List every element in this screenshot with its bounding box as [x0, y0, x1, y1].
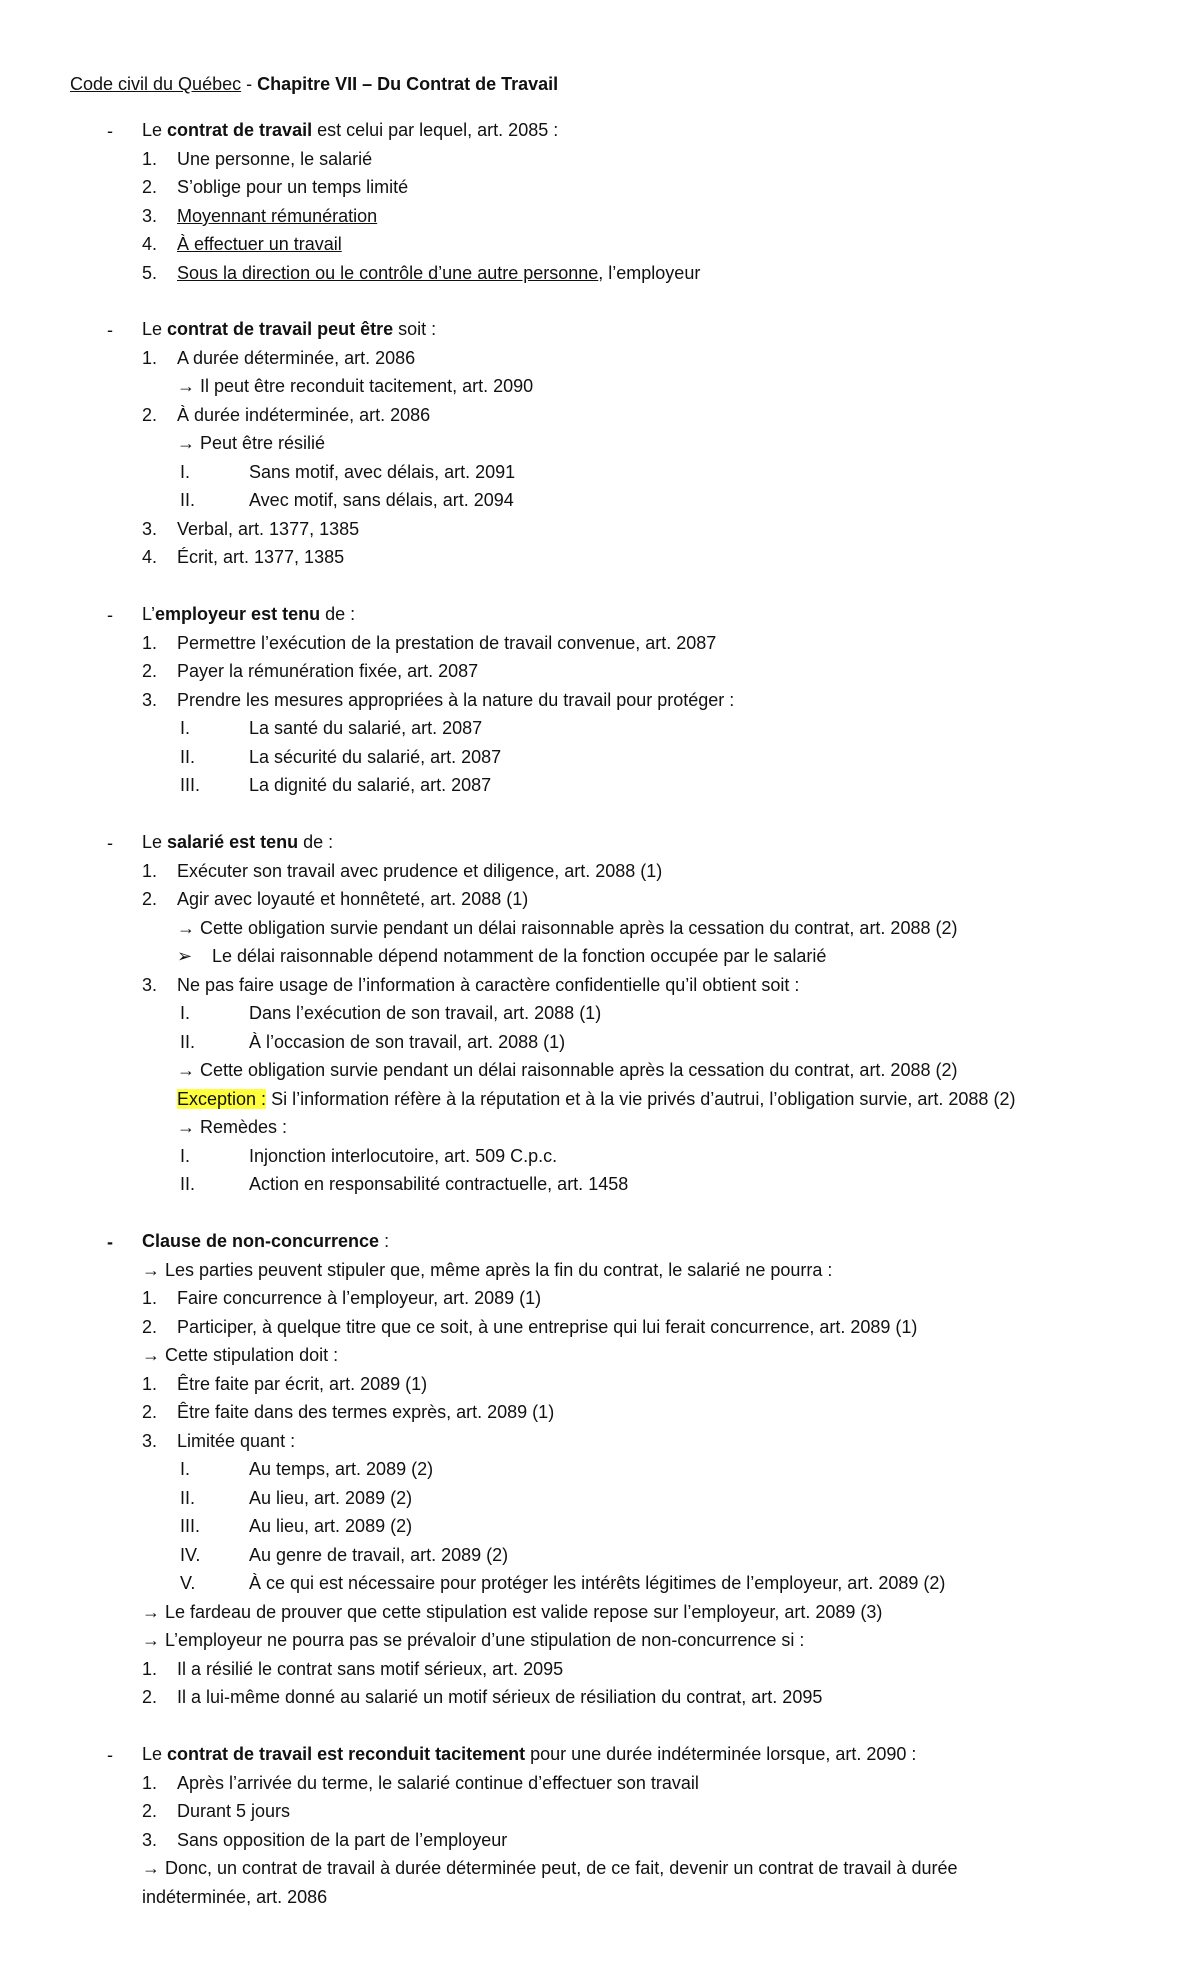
list-number: 2.: [142, 889, 158, 909]
roman-number: V.: [180, 1573, 196, 1593]
roman-number: III.: [180, 1516, 201, 1536]
list-item: La dignité du salarié, art. 2087: [249, 775, 492, 795]
section-6-intro: Le contrat de travail est reconduit tacitement pour une durée indéterminée lorsque, art. 2090 :: [142, 1744, 917, 1764]
list-number: 2.: [142, 1801, 158, 1821]
list-number: 3.: [142, 1431, 158, 1451]
list-number: 3.: [142, 1830, 158, 1850]
bullet-dash: -: [107, 605, 113, 625]
roman-number: III.: [180, 775, 201, 795]
section-1-intro: Le contrat de travail est celui par lequel, art. 2085 :: [142, 120, 559, 140]
arrow-note: → Remèdes :: [177, 1117, 288, 1137]
list-item: Payer la rémunération fixée, art. 2087: [177, 661, 479, 681]
list-number: 1.: [142, 1288, 158, 1308]
list-item: Au genre de travail, art. 2089 (2): [249, 1545, 509, 1565]
list-number: 2.: [142, 661, 158, 681]
roman-number: I.: [180, 1146, 191, 1166]
list-item: Avec motif, sans délais, art. 2094: [249, 490, 514, 510]
arrow-icon: →: [177, 376, 195, 396]
roman-number: II.: [180, 747, 196, 767]
roman-number: II.: [180, 1032, 196, 1052]
list-item: Permettre l’exécution de la prestation de travail convenue, art. 2087: [177, 633, 717, 653]
bullet-dash: -: [107, 320, 113, 340]
list-number: 3.: [142, 206, 158, 226]
list-item: La sécurité du salarié, art. 2087: [249, 747, 502, 767]
list-number: 2.: [142, 1317, 158, 1337]
list-number: 3.: [142, 975, 158, 995]
list-number: 1.: [142, 1659, 158, 1679]
list-number: 1.: [142, 1374, 158, 1394]
list-number: 1.: [142, 348, 158, 368]
roman-number: II.: [180, 490, 196, 510]
list-item: Écrit, art. 1377, 1385: [177, 547, 345, 567]
list-item: Sans opposition de la part de l’employeur: [177, 1830, 508, 1850]
roman-number: I.: [180, 462, 191, 482]
list-number: 1.: [142, 633, 158, 653]
list-item: Il a lui-même donné au salarié un motif sérieux de résiliation du contrat, art. 2095: [177, 1687, 823, 1707]
arrow-note: → Les parties peuvent stipuler que, même après la fin du contrat, le salarié ne pourra :: [142, 1260, 833, 1280]
list-item: Moyennant rémunération: [177, 206, 378, 226]
section-2-intro: Le contrat de travail peut être soit :: [142, 319, 437, 339]
roman-number: IV.: [180, 1545, 201, 1565]
arrow-icon: →: [177, 1117, 195, 1137]
arrow-note-continuation: indéterminée, art. 2086: [142, 1887, 328, 1907]
list-item: Action en responsabilité contractuelle, art. 1458: [249, 1174, 629, 1194]
arrow-icon: →: [142, 1345, 160, 1365]
arrow-icon: →: [177, 918, 195, 938]
list-item: Au temps, art. 2089 (2): [249, 1459, 434, 1479]
list-number: 2.: [142, 1687, 158, 1707]
list-number: 4.: [142, 547, 158, 567]
list-item: Être faite dans des termes exprès, art. 2089 (1): [177, 1402, 555, 1422]
roman-number: II.: [180, 1488, 196, 1508]
list-number: 4.: [142, 234, 158, 254]
roman-number: I.: [180, 1003, 191, 1023]
arrow-note: → Il peut être reconduit tacitement, art. 2090: [177, 376, 534, 396]
list-item: Ne pas faire usage de l’information à caractère confidentielle qu’il obtient soit :: [177, 975, 800, 995]
list-item: Sans motif, avec délais, art. 2091: [249, 462, 516, 482]
list-item: Agir avec loyauté et honnêteté, art. 2088 (1): [177, 889, 529, 909]
arrow-icon: →: [177, 433, 195, 453]
page-title: Code civil du Québec - Chapitre VII – Du Contrat de Travail: [70, 74, 559, 94]
list-item: Être faite par écrit, art. 2089 (1): [177, 1374, 428, 1394]
bullet-dash: -: [107, 1232, 113, 1252]
list-item: Limitée quant :: [177, 1431, 296, 1451]
arrow-icon: →: [142, 1630, 160, 1650]
list-item: Exécuter son travail avec prudence et diligence, art. 2088 (1): [177, 861, 663, 881]
list-item: S’oblige pour un temps limité: [177, 177, 409, 197]
list-item: Après l’arrivée du terme, le salarié continue d’effectuer son travail: [177, 1773, 699, 1793]
list-item: Injonction interlocutoire, art. 509 C.p.c.: [249, 1146, 558, 1166]
list-item: Sous la direction ou le contrôle d’une autre personne, l’employeur: [177, 263, 701, 283]
arrow-icon: →: [142, 1260, 160, 1280]
arrow-note: → Peut être résilié: [177, 433, 326, 453]
list-item: A durée déterminée, art. 2086: [177, 348, 416, 368]
list-number: 2.: [142, 405, 158, 425]
section-3-intro: L’employeur est tenu de :: [142, 604, 356, 624]
list-item: À l’occasion de son travail, art. 2088 (1): [249, 1032, 566, 1052]
roman-number: II.: [180, 1174, 196, 1194]
list-item: Une personne, le salarié: [177, 149, 373, 169]
roman-number: I.: [180, 1459, 191, 1479]
list-number: 1.: [142, 861, 158, 881]
arrow-icon: →: [142, 1858, 160, 1878]
arrow-note: → Le fardeau de prouver que cette stipulation est valide repose sur l’employeur, art. 2089 (3): [142, 1602, 883, 1622]
arrow-icon: →: [177, 1060, 195, 1080]
exception-note: Exception : Si l’information réfère à la réputation et à la vie privés d’autrui, l’obligation survie, art. 2088 (2): [177, 1089, 1016, 1109]
list-item: Faire concurrence à l’employeur, art. 2089 (1): [177, 1288, 542, 1308]
arrow-icon: →: [142, 1602, 160, 1622]
list-number: 1.: [142, 149, 158, 169]
title-chapter: Chapitre VII – Du Contrat de Travail: [257, 74, 559, 94]
list-number: 5.: [142, 263, 158, 283]
arrow-note: → Cette obligation survie pendant un délai raisonnable après la cessation du contrat, art. 2088 (2): [177, 1060, 958, 1080]
bullet-dash: -: [107, 121, 113, 141]
list-item: Durant 5 jours: [177, 1801, 291, 1821]
arrow-note: → Cette obligation survie pendant un délai raisonnable après la cessation du contrat, art. 2088 (2): [177, 918, 958, 938]
pointer-note: Le délai raisonnable dépend notamment de la fonction occupée par le salarié: [212, 946, 827, 966]
list-item: Participer, à quelque titre que ce soit, à une entreprise qui lui ferait concurrence, art. 2089 (1): [177, 1317, 918, 1337]
list-item: Au lieu, art. 2089 (2): [249, 1516, 413, 1536]
roman-number: I.: [180, 718, 191, 738]
list-number: 1.: [142, 1773, 158, 1793]
list-number: 3.: [142, 690, 158, 710]
list-number: 2.: [142, 177, 158, 197]
bullet-dash: -: [107, 833, 113, 853]
title-link: Code civil du Québec: [70, 74, 242, 94]
section-4-intro: Le salarié est tenu de :: [142, 832, 334, 852]
list-item: Verbal, art. 1377, 1385: [177, 519, 360, 539]
list-item: Au lieu, art. 2089 (2): [249, 1488, 413, 1508]
section-5-intro: Clause de non-concurrence :: [142, 1231, 390, 1251]
list-item: Il a résilié le contrat sans motif sérieux, art. 2095: [177, 1659, 564, 1679]
list-number: 2.: [142, 1402, 158, 1422]
list-item: Dans l’exécution de son travail, art. 2088 (1): [249, 1003, 602, 1023]
list-number: 3.: [142, 519, 158, 539]
list-item: À durée indéterminée, art. 2086: [177, 405, 431, 425]
list-item: À ce qui est nécessaire pour protéger les intérêts légitimes de l’employeur, art. 2089 (2): [249, 1573, 946, 1593]
arrow-note: → Donc, un contrat de travail à durée déterminée peut, de ce fait, devenir un contrat de travail à durée: [142, 1858, 958, 1878]
pointer-icon: ➢: [177, 946, 193, 966]
exception-label: Exception :: [177, 1089, 267, 1109]
list-item: À effectuer un travail: [177, 234, 342, 254]
list-item: La santé du salarié, art. 2087: [249, 718, 483, 738]
bullet-dash: -: [107, 1745, 113, 1765]
arrow-note: → L’employeur ne pourra pas se prévaloir d’une stipulation de non-concurrence si :: [142, 1630, 805, 1650]
list-item: Prendre les mesures appropriées à la nature du travail pour protéger :: [177, 690, 735, 710]
arrow-note: → Cette stipulation doit :: [142, 1345, 339, 1365]
